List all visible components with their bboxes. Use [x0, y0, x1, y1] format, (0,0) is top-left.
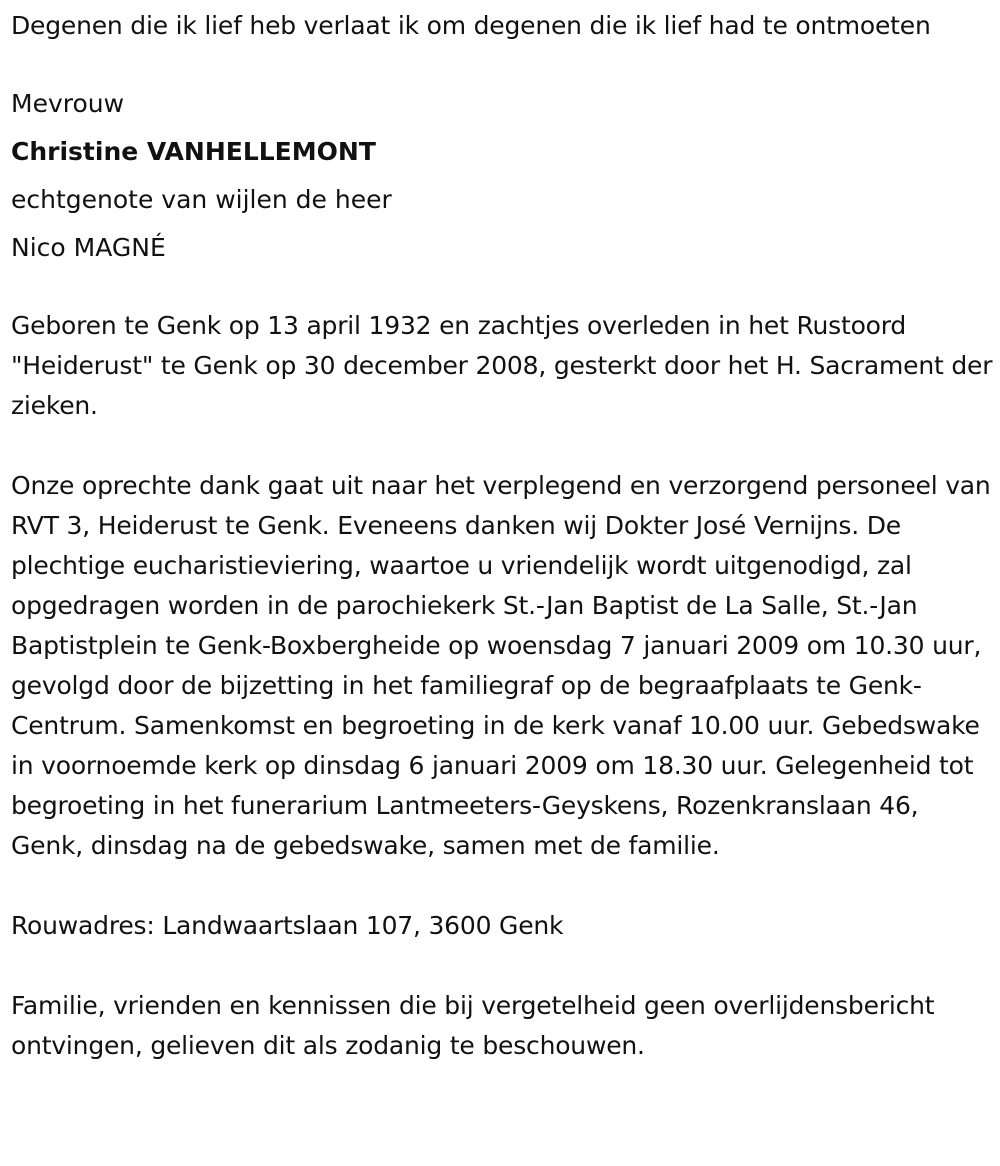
thanks-service-paragraph: Onze oprechte dank gaat uit naar het verplegend en verzorgend personeel van RVT 3, Heiderust te Genk. Eveneens danken wij Dokter José Vernijns. De plechtige eucharistieviering, waartoe u vriendelijk wordt uitgenodigd, zal opgedragen worden in de parochiekerk St.-Jan Baptist de La Salle, St.-Jan Baptistplein te Genk-Boxbergheide op woensdag 7 januari 2009 om 10.30 uur, gevolgd door de bijzetting in het familiegraf op de begraafplaats te Genk-Centrum. Samenkomst en begroeting in de kerk vanaf 10.00 uur. Gebedswake in voornoemde kerk op dinsdag 6 januari 2009 om 18.30 uur. Gelegenheid tot begroeting in het funerarium Lantmeeters-Geyskens, Rozenkranslaan 46, Genk, dinsdag na de gebedswake, samen met de familie. — [11, 471, 991, 860]
spouse-line: echtgenote van wijlen de heer — [11, 185, 392, 214]
spouse-name: Nico MAGNÉ — [11, 233, 166, 262]
spacer — [11, 426, 996, 466]
closing-note: Familie, vrienden en kennissen die bij vergetelheid geen overlijdensbericht ontvingen, gelieven dit als zodanig te beschouwen. — [11, 991, 935, 1060]
spacer — [11, 272, 996, 306]
motto-text: Degenen die ik lief heb verlaat ik om degenen die ik lief had te ontmoeten — [11, 11, 931, 40]
obituary-document — [11, 6, 996, 1066]
spacer — [11, 866, 996, 906]
address-line: Rouwadres: Landwaartslaan 107, 3600 Genk — [11, 911, 564, 940]
spacer — [11, 946, 996, 986]
deceased-name: Christine VANHELLEMONT — [11, 137, 376, 166]
salutation-text: Mevrouw — [11, 89, 125, 118]
spacer — [11, 46, 996, 80]
birth-death-paragraph: Geboren te Genk op 13 april 1932 en zachtjes overleden in het Rustoord "Heiderust" te Genk op 30 december 2008, gesterkt door het H. Sacrament der zieken. — [11, 311, 993, 420]
